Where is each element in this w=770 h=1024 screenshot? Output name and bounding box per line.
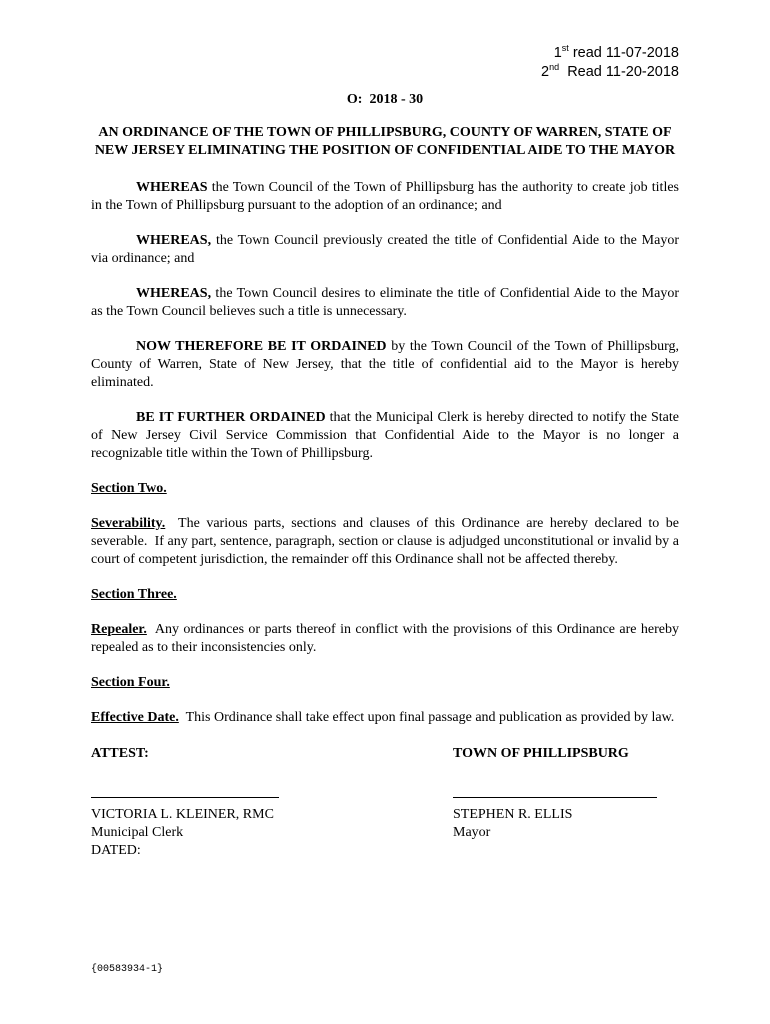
dated-label: DATED: — [91, 843, 141, 858]
clause-further-ordained — [91, 409, 679, 463]
section-label: Severability. — [91, 516, 166, 531]
town-label: TOWN OF PHILLIPSBURG — [453, 746, 629, 761]
section-two-body — [91, 515, 683, 569]
readings-block — [91, 44, 679, 82]
clause-whereas-1 — [91, 179, 679, 215]
first-reading-date: read 11-07-2018 — [568, 45, 679, 61]
clause-whereas-2 — [91, 232, 679, 268]
section-four-body — [91, 709, 679, 727]
mayor-title: Mayor — [453, 825, 491, 840]
second-reading-date: Read 11-20-2018 — [559, 64, 679, 80]
first-reading-suffix: st — [561, 43, 569, 54]
clause-lead: NOW THEREFORE BE IT ORDAINED — [136, 339, 387, 354]
clause-text: the Town Council previously created the title of Confidential Aide to the Mayor via ordinance; and — [91, 233, 679, 266]
clause-lead: WHEREAS, — [136, 233, 212, 248]
section-text: The various parts, sections and clauses of this Ordinance are hereby declared to be severable. If any part, sentence, paragraph, section or clause is adjudged unconstitutional or invalid by a court of competent jurisdiction, the remainder off this Ordinance shall not be affected thereby. — [91, 516, 683, 567]
clause-ordained — [91, 338, 679, 392]
ordinance-title: AN ORDINANCE OF THE TOWN OF PHILLIPSBURG, COUNTY OF WARREN, STATE OF NEW JERSEY ELIMINATING THE POSITION OF CONFIDENTIAL AIDE TO THE MAYOR — [94, 125, 676, 158]
second-reading-number: 2 — [541, 64, 550, 80]
clause-lead: BE IT FURTHER ORDAINED — [136, 410, 326, 425]
clause-lead: WHEREAS — [136, 180, 208, 195]
clerk-name: VICTORIA L. KLEINER, RMC — [91, 807, 274, 822]
section-label: Effective Date. — [91, 710, 179, 725]
section-heading: Section Three. — [91, 587, 177, 602]
section-three-heading — [91, 586, 679, 604]
town-column — [453, 745, 679, 842]
second-reading-suffix: nd — [549, 62, 560, 73]
clause-text: the Town Council of the Town of Phillipsburg has the authority to create job titles in the Town of Phillipsburg pursuant to the adoption of an ordinance; and — [91, 180, 679, 213]
section-two-heading — [91, 480, 679, 498]
clause-text: by the Town Council of the Town of Phillipsburg, County of Warren, State of New Jersey, that the title of confidential aid to the Mayor is hereby eliminated. — [91, 339, 679, 390]
first-reading — [91, 44, 679, 63]
ordinance-page — [91, 43, 683, 858]
clerk-signature-line — [91, 797, 279, 798]
first-reading-number: 1 — [553, 45, 562, 61]
clause-whereas-3 — [91, 285, 679, 321]
section-label: Repealer. — [91, 622, 147, 637]
mayor-signature-line — [453, 797, 657, 798]
clerk-title: Municipal Clerk — [91, 825, 184, 840]
section-heading: Section Two. — [91, 481, 167, 496]
attest-label: ATTEST: — [91, 746, 149, 761]
section-four-heading — [91, 674, 679, 692]
attest-column — [91, 745, 331, 860]
ordinance-number: O: 2018 - 30 — [346, 92, 424, 107]
signature-block — [91, 745, 679, 858]
section-three-body — [91, 621, 683, 657]
section-heading: Section Four. — [91, 675, 170, 690]
clause-lead: WHEREAS, — [136, 286, 212, 301]
clause-text: that the Municipal Clerk is hereby directed to notify the State of New Jersey Civil Service Commission that Confidential Aide to the Mayor is no longer a recognizable title within the Town of Phillipsburg. — [91, 410, 679, 461]
section-text: This Ordinance shall take effect upon final passage and publication as provided by law. — [178, 710, 675, 725]
clause-text: the Town Council desires to eliminate the title of Confidential Aide to the Mayor as the Town Council believes such a title is unnecessary. — [91, 286, 679, 319]
document-id: {00583934-1} — [91, 964, 164, 975]
second-reading — [91, 63, 679, 82]
section-text: Any ordinances or parts thereof in conflict with the provisions of this Ordinance are hereby repealed as to their inconsistencies only. — [91, 622, 683, 655]
mayor-name: STEPHEN R. ELLIS — [453, 807, 573, 822]
